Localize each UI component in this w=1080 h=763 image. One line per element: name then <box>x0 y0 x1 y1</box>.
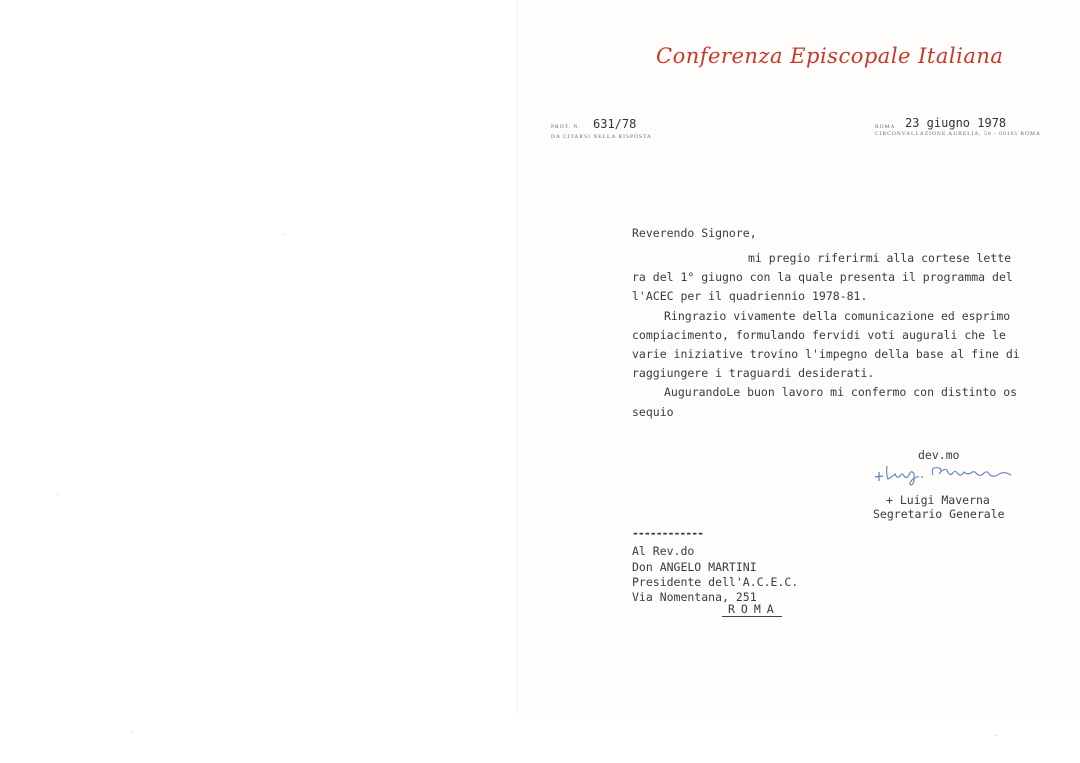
closing-text: dev.mo <box>918 448 960 462</box>
scan-speck <box>132 731 134 732</box>
body-line: raggiungere i traguardi desiderati. <box>632 366 875 380</box>
recipient-line: Al Rev.do <box>632 544 695 558</box>
protocol-label: PROT. N. <box>551 124 581 130</box>
letter-date: 23 giugno 1978 <box>905 116 1007 130</box>
handwritten-signature <box>873 457 1018 487</box>
salutation: Reverendo Signore, <box>632 226 757 240</box>
recipient-city: ROMA <box>722 602 782 617</box>
separator-line: ------------ <box>632 526 704 540</box>
protocol-number: 631/78 <box>593 117 637 131</box>
body-line: mi pregio riferirmi alla cortese lette <box>748 251 1012 265</box>
recipient-line: Presidente dell'A.C.E.C. <box>632 575 799 589</box>
signer-name: + Luigi Maverna <box>886 493 990 507</box>
body-line: l'ACEC per il quadriennio 1978-81. <box>632 289 868 303</box>
city-label: ROMA <box>875 124 896 130</box>
body-line: AugurandoLe buon lavoro mi confermo con distinto os <box>664 385 1018 399</box>
body-line: Ringrazio vivamente della comunicazione ed esprimo <box>664 309 1011 323</box>
body-line: ra del 1° giugno con la quale presenta il programma del <box>632 270 1013 284</box>
body-line: varie iniziative trovino l'impegno della base al fine di <box>632 347 1020 361</box>
sender-address: CIRCONVALLAZIONE AURELIA, 50 - 00165 ROMA <box>875 131 1041 137</box>
body-line: sequio <box>632 405 674 419</box>
scan-speck <box>995 735 997 736</box>
scan-speck <box>57 494 59 495</box>
body-line: compiacimento, formulando fervidi voti augurali che le <box>632 328 1006 342</box>
recipient-line: Don ANGELO MARTINI <box>632 560 757 574</box>
recipient-line: Via Nomentana, 251 <box>632 590 757 604</box>
letterhead-title: Conferenza Episcopale Italiana <box>656 44 1004 68</box>
scan-speck <box>282 234 284 235</box>
signer-title: Segretario Generale <box>873 507 1005 521</box>
protocol-subnote: DA CITARSI NELLA RISPOSTA <box>551 134 652 140</box>
